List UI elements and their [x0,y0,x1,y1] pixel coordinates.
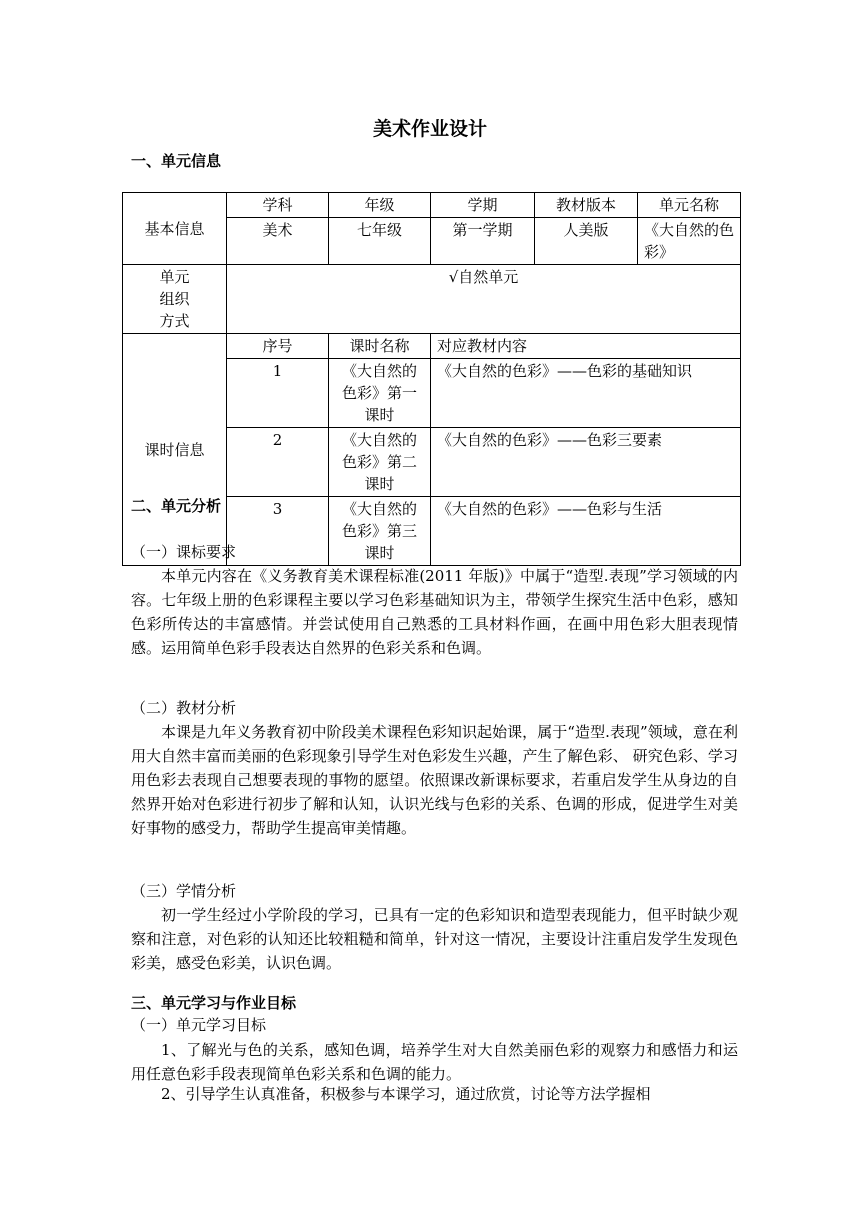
paragraph-goal-2: 2、引导学生认真准备，积极参与本课学习，通过欣赏，讨论等方法学握相 [161,1085,651,1103]
lesson-content: 《大自然的色彩》——色彩的基础知识 [431,359,741,428]
lesson-info-label: 课时信息 [123,334,227,566]
subheading-learning-goals: （一）单元学习目标 [131,1016,267,1034]
org-value: √自然单元 [227,265,741,334]
lesson-no: 1 [227,359,329,428]
lesson-no: 3 [227,497,329,566]
paragraph-goal-1: 1、了解光与色的关系，感知色调，培养学生对大自然美丽色彩的观察力和感悟力和运用任意色彩手段表现简单色彩关系和色调的能力。 [131,1041,738,1083]
lesson-name: 《大自然的色彩》第二课时 [329,428,431,497]
paragraph-textbook: 本课是九年义务教育初中阶段美术课程色彩知识起始课，属于“造型.表现”领域，意在利用大自然丰富而美丽的色彩现象引导学生对色彩发生兴趣，产生了解色彩、 研究色彩、学习用色彩去表现自己想要表现的事物的愿望。依照课改新课标要求，若重启发学生从身边的自然界开始对色彩进行初步了解和认知，认识光线与色彩的关系、色调的形成，促进学生对美好事物的感受力，帮助学生提高审美情趣。 [131,723,738,837]
value-subject: 美术 [227,218,329,265]
table-row [123,193,741,218]
paragraph-curriculum: 本单元内容在《义务教育美术课程标准(2011 年版)》中属于“造型.表现”学习领域的内容。七年级上册的色彩课程主要以学习色彩基础知识为主，带领学生探究生活中色彩，感知色彩所传达的丰富感情。并尝试使用自己熟悉的工具材料作画，在画中用色彩大胆表现情感。运用简单色彩手段表达自然界的色彩关系和色调。 [131,567,738,657]
subheading-textbook: （二）教材分析 [131,699,237,717]
subheading-learners: （三）学情分析 [131,882,237,900]
lesson-header-content: 对应教材内容 [431,334,741,359]
header-edition: 教材版本 [535,193,638,218]
lesson-name: 《大自然的色彩》第一课时 [329,359,431,428]
value-term: 第一学期 [431,218,535,265]
section-heading-unit-info: 一、单元信息 [131,152,222,170]
basic-info-label: 基本信息 [123,193,227,265]
document-title: 美术作业设计 [372,118,487,140]
header-subject: 学科 [227,193,329,218]
subheading-curriculum: （一）课标要求 [131,543,237,561]
value-edition: 人美版 [535,218,638,265]
header-grade: 年级 [329,193,431,218]
lesson-no: 2 [227,428,329,497]
table-row [123,334,741,359]
header-unit-name: 单元名称 [638,193,741,218]
header-term: 学期 [431,193,535,218]
lesson-content: 《大自然的色彩》——色彩与生活 [431,497,741,566]
lesson-header-name: 课时名称 [329,334,431,359]
lesson-name: 《大自然的色彩》第三课时 [329,497,431,566]
lesson-content: 《大自然的色彩》——色彩三要素 [431,428,741,497]
section-heading-goals: 三、单元学习与作业目标 [131,994,297,1012]
lesson-header-no: 序号 [227,334,329,359]
section-heading-unit-analysis: 二、单元分析 [131,497,222,515]
table-row [123,265,741,334]
value-unit-name: 《大自然的色彩》 [638,218,741,265]
paragraph-learners: 初一学生经过小学阶段的学习，已具有一定的色彩知识和造型表现能力，但平时缺少观察和注意，对色彩的认知还比较粗糙和简单，针对这一情况，主要设计注重启发学生发现色彩美，感受色彩美，认识色调。 [131,906,738,972]
value-grade: 七年级 [329,218,431,265]
org-label: 单元组织方式 [123,265,227,334]
